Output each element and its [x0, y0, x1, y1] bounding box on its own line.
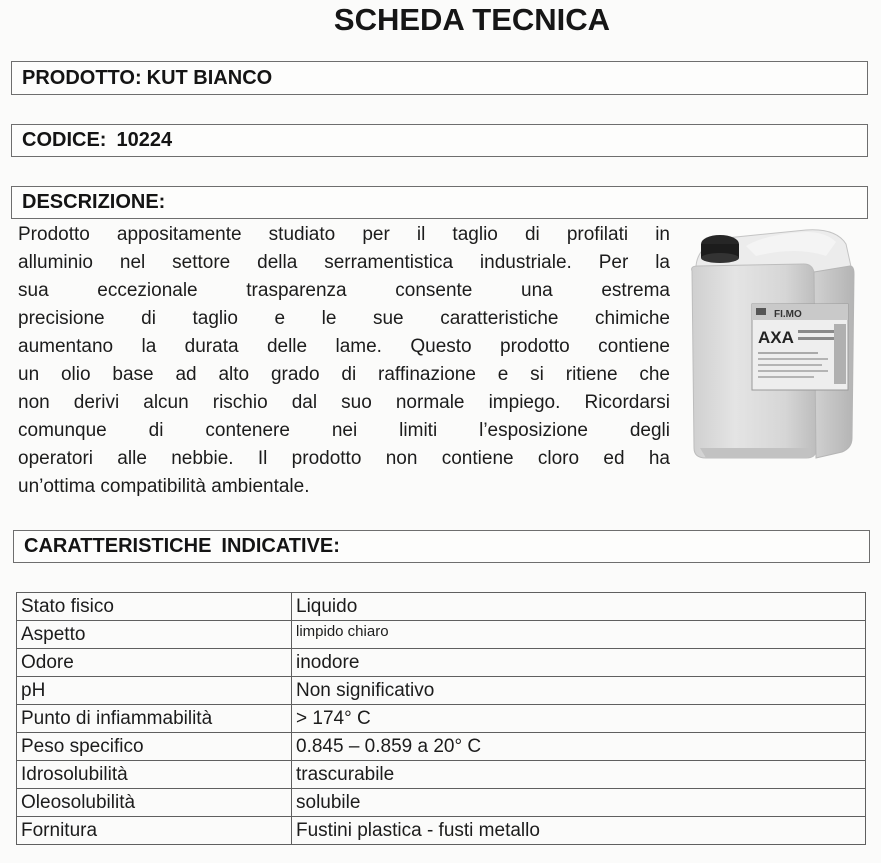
description-line: un olio base ad alto grado di raffinazione e si ritiene che [18, 364, 670, 385]
table-row [17, 789, 866, 817]
table-row [17, 621, 866, 649]
description-line: comunque di contenere nei limiti l’esposizione degli [18, 420, 670, 441]
value-cell: > 174° C [292, 705, 866, 733]
characteristics-table [16, 592, 866, 845]
table-row [17, 817, 866, 845]
canister-image [686, 226, 856, 462]
value-cell: limpido chiaro [292, 621, 866, 649]
code-label: CODICE: [22, 129, 107, 151]
property-cell: Peso specifico [17, 733, 292, 761]
property-cell: Aspetto [17, 621, 292, 649]
table-row [17, 733, 866, 761]
description-line: aumentano la durata delle lame. Questo prodotto contiene [18, 336, 670, 357]
table-row [17, 593, 866, 621]
description-line: operatori alle nebbie. Il prodotto non contiene cloro ed ha [18, 448, 670, 469]
description-heading-box [11, 186, 868, 219]
property-cell: Punto di infiammabilità [17, 705, 292, 733]
property-cell: Oleosolubilità [17, 789, 292, 817]
value-cell: trascurabile [292, 761, 866, 789]
description-text [18, 221, 670, 501]
table-row [17, 649, 866, 677]
property-cell: Fornitura [17, 817, 292, 845]
characteristics-heading-word-2: INDICATIVE: [221, 535, 340, 557]
product-box [11, 61, 868, 95]
characteristics-heading-box [13, 530, 870, 563]
code-box [11, 124, 868, 157]
table-row [17, 705, 866, 733]
characteristics-heading-word-1: CARATTERISTICHE [24, 535, 212, 557]
code-value: 10224 [116, 129, 173, 151]
description-line: precisione di taglio e le sue caratteristiche chimiche [18, 308, 670, 329]
table-row [17, 677, 866, 705]
value-cell: solubile [292, 789, 866, 817]
value-cell: inodore [292, 649, 866, 677]
description-line: sua eccezionale trasparenza consente una estrema [18, 280, 670, 301]
characteristics-heading [24, 535, 340, 558]
property-cell: pH [17, 677, 292, 705]
description-line: Prodotto appositamente studiato per il taglio di profilati in [18, 224, 670, 245]
product-label: PRODOTTO: [22, 66, 142, 89]
product-name: KUT BIANCO [146, 66, 273, 89]
description-line: non derivi alcun rischio dal suo normale impiego. Ricordarsi [18, 392, 670, 413]
value-cell: 0.845 – 0.859 a 20° C [292, 733, 866, 761]
page-title: SCHEDA TECNICA [333, 2, 611, 37]
value-cell: Liquido [292, 593, 866, 621]
value-cell: Non significativo [292, 677, 866, 705]
property-cell: Idrosolubilità [17, 761, 292, 789]
property-cell: Stato fisico [17, 593, 292, 621]
description-line: un’ottima compatibilità ambientale. [18, 476, 310, 497]
description-line: alluminio nel settore della serramentistica industriale. Per la [18, 252, 670, 273]
table-row [17, 761, 866, 789]
canister-brand-text: FI.MO [774, 309, 802, 320]
canister-product-text: AXA [758, 328, 794, 347]
value-cell: Fustini plastica - fusti metallo [292, 817, 866, 845]
description-heading: DESCRIZIONE: [22, 191, 166, 213]
property-cell: Odore [17, 649, 292, 677]
